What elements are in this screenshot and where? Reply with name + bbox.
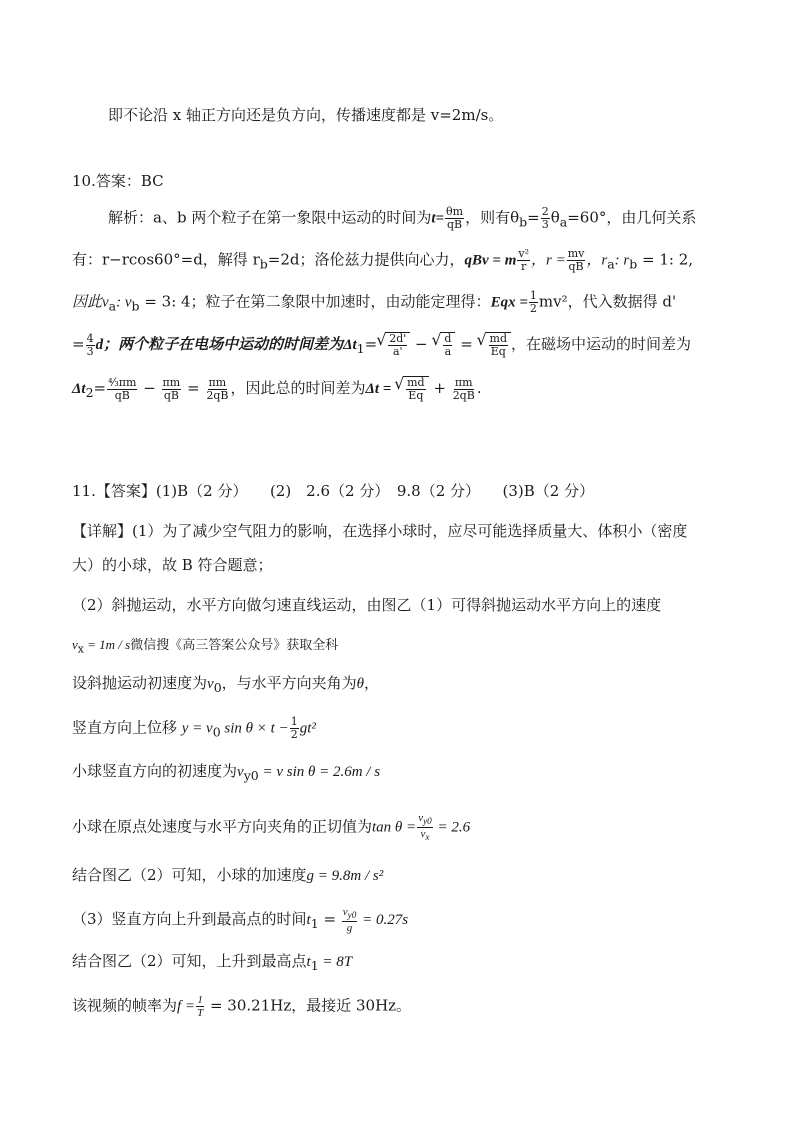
fraction — [445, 206, 464, 231]
sqrt — [403, 376, 428, 402]
denominator: 3 — [86, 344, 94, 358]
subscript: b — [629, 256, 638, 272]
fraction — [452, 377, 476, 402]
math: v — [237, 764, 244, 780]
text: 竖直方向上位移 — [72, 718, 182, 737]
math: : v — [116, 294, 132, 311]
math: t — [306, 954, 311, 970]
answer-11-heading: 11.【答案】(1)B（2 分） (2) 2.6（2 分） 9.8（2 分） (3)B（2 分） — [72, 482, 595, 500]
vertical-velocity-line — [72, 760, 800, 787]
denominator — [419, 828, 430, 843]
answer-10-heading: 10.答案：BC — [72, 172, 164, 190]
fraction — [417, 812, 433, 843]
numerator: πm — [454, 375, 473, 389]
math: Δt — [72, 381, 86, 397]
tangent-line — [72, 812, 800, 843]
text: v — [418, 812, 424, 824]
math: f = — [177, 998, 196, 1015]
math: gt² — [299, 720, 316, 737]
text: 结合图乙（2）可知，上升到最高点 — [72, 952, 307, 970]
denominator: 2 — [290, 728, 298, 741]
denominator: Eq — [408, 389, 424, 402]
text: = 3: 4；粒子在第二象限中加速时，由动能定理得： — [139, 292, 491, 311]
fraction — [406, 377, 425, 402]
sqrt — [385, 332, 410, 358]
text: = 1: 2, — [637, 250, 694, 269]
math: Eqx = — [490, 294, 528, 311]
subscript: y0 — [347, 910, 357, 921]
time-top-line — [72, 906, 800, 935]
text: − — [410, 335, 433, 353]
denominator: r — [521, 260, 527, 273]
numerator: πm — [162, 375, 181, 389]
detail-line-2: 大）的小球，故 B 符合题意； — [72, 556, 273, 574]
numerator — [342, 906, 358, 922]
text: =2d；洛伦兹力提供向心力， — [267, 250, 465, 269]
sqrt — [440, 332, 455, 358]
math: v — [72, 637, 78, 652]
denominator: a — [444, 345, 452, 358]
text: 有：r−rcos60°=d，解得 r — [72, 250, 260, 269]
numerator: θm — [446, 205, 464, 218]
vertical-displacement-line — [72, 716, 800, 744]
denominator: a' — [392, 345, 403, 358]
text: =60°，由几何关系 — [567, 208, 697, 227]
numerator: √ 2d' — [389, 332, 407, 345]
fraction — [529, 290, 538, 315]
math: θ — [356, 676, 365, 692]
math: v — [207, 676, 214, 692]
math: = 1m / s — [83, 637, 131, 652]
text: . — [476, 379, 482, 397]
detail-line-3: （2）斜抛运动，水平方向做匀速直线运动，由图乙（1）可得斜抛运动水平方向上的速度 — [72, 596, 662, 614]
math: g = 9.8m / s² — [306, 868, 384, 884]
fraction — [489, 333, 508, 358]
subscript: x — [77, 642, 84, 656]
math: t — [306, 912, 311, 929]
text: 设斜抛运动初速度为 — [72, 674, 208, 692]
math: t= — [431, 210, 445, 227]
denominator: qB — [163, 388, 179, 402]
subscript: 0 — [212, 724, 221, 740]
numerator: 4 — [86, 331, 94, 345]
analysis-line-1: 解析：a、b 两个粒子在第一象限中运动的时间为t= $\frac{\theta m}{qB}$ ，则有$\theta_b=$ $\frac{2}{3}$ $\theta_a=60^\circ$，由几何关系 — [108, 205, 697, 231]
text: θ — [550, 208, 560, 227]
text: v — [342, 906, 348, 918]
numerator: √ md — [407, 376, 425, 389]
math: 因此v — [72, 294, 109, 311]
text: = — [72, 335, 85, 353]
denominator: 3 — [541, 218, 549, 231]
text: 小球竖直方向的初速度为 — [72, 762, 238, 780]
watermark-text: 微信搜《高三答案公众号》获取全科 — [130, 638, 339, 653]
numerator: πm — [208, 375, 227, 389]
initial-velocity-line — [72, 672, 800, 699]
math: ，r = — [531, 252, 566, 269]
numerator: v² — [518, 247, 529, 260]
numerator: ⁴⁄₃πm — [108, 375, 137, 389]
subscript: 2 — [85, 385, 94, 400]
text: = 30.21Hz，最接近 30Hz。 — [205, 996, 412, 1015]
denominator: T — [197, 1007, 204, 1019]
subscript: b — [519, 214, 528, 230]
denominator: Eq — [490, 345, 506, 358]
fraction — [196, 994, 204, 1019]
fraction — [162, 377, 182, 402]
text: = — [455, 335, 478, 353]
math: = 0.27s — [358, 912, 409, 929]
fraction — [443, 333, 452, 358]
numerator — [417, 812, 433, 828]
frame-rate-line — [72, 994, 800, 1019]
math: = 2.6 — [433, 819, 471, 836]
text: + — [428, 379, 451, 397]
text: ，则有θ — [465, 208, 520, 227]
vx-line — [72, 634, 800, 661]
subscript: x — [425, 832, 430, 843]
fraction — [205, 377, 229, 402]
text: 解析：a、b 两个粒子在第一象限中运动的时间为 — [108, 208, 432, 227]
text: 结合图乙（2）可知，小球的加速度 — [72, 866, 307, 884]
numerator: 1 — [529, 289, 537, 302]
subscript: y0 — [243, 768, 259, 783]
analysis-line-5: $\Delta t_2=$ $\frac{\text{⁴⁄₃πm}}{qB}$ − $\frac{\pi m}{qB}$ = $\frac{\pi m}{2qB}$ ，因此总的时间差为Δt = √ $\frac{md}{Eq}$ + $\frac{\pi m}{2qB}$ . — [72, 376, 800, 404]
text: = — [318, 910, 341, 929]
fraction — [541, 206, 550, 231]
fraction — [86, 333, 95, 358]
line-wave-speed: 即不论沿 x 轴正方向还是负方向，传播速度都是 v=2m/s。 — [108, 106, 504, 124]
sqrt — [486, 332, 511, 358]
subscript: a — [559, 214, 568, 230]
numerator: √ md — [489, 332, 508, 345]
math: y = v — [181, 720, 213, 737]
fraction — [290, 716, 299, 741]
numerator: mv — [567, 247, 585, 260]
analysis-line-3 — [72, 290, 800, 318]
subscript: 1 — [310, 916, 319, 932]
acceleration-line — [72, 864, 800, 887]
numerator: 1 — [197, 994, 203, 1006]
math: Δt — [343, 337, 357, 353]
subscript: b — [259, 256, 268, 272]
text: ，与水平方向夹角为 — [221, 674, 357, 692]
analysis-line-4: = $\frac{4}{3}$ d；两个粒子在电场中运动的时间差为$\Delta t_1=$ √ $\frac{2d'}{a'}$ − √ $\frac{d}{a}$ = √ $\frac{md}{Eq}$ ，在磁场中运动的时间差为 — [72, 332, 800, 360]
math: Δt = — [365, 381, 396, 397]
numerator: √ d — [444, 332, 452, 345]
text: ，在磁场中运动的时间差为 — [511, 335, 692, 353]
denominator: 2qB — [206, 388, 229, 402]
detail-line-1: 【详解】(1）为了减少空气阻力的影响，在选择小球时，应尽可能选择质量大、体积小（密度 — [72, 522, 688, 540]
text: ，因此总的时间差为 — [230, 379, 366, 397]
subscript: 1 — [356, 341, 365, 356]
text: 小球在原点处速度与水平方向夹角的正切值为 — [72, 817, 373, 836]
subscript: y0 — [423, 816, 432, 827]
math: ，r — [586, 252, 608, 269]
denominator: qB — [447, 218, 463, 231]
text: mv²，代入数据得 d' — [538, 292, 677, 311]
math: = v sin θ = 2.6m / s — [258, 764, 381, 780]
fraction — [107, 377, 137, 402]
denominator: 2qB — [452, 388, 475, 402]
subscript: a — [607, 256, 615, 272]
subscript: 1 — [310, 958, 319, 973]
text: = — [182, 379, 205, 397]
fraction — [388, 333, 407, 358]
text: ， — [364, 674, 380, 692]
numerator: 2 — [541, 205, 549, 218]
denominator: qB — [568, 260, 584, 273]
denominator: 2 — [529, 302, 537, 315]
denominator: g — [346, 922, 353, 935]
top-point-line — [72, 950, 800, 977]
fraction — [342, 906, 358, 934]
subscript: b — [131, 298, 140, 314]
subscript: 0 — [213, 680, 222, 695]
numerator: 1 — [290, 715, 298, 728]
text: （3）竖直方向上升到最高点的时间 — [72, 910, 307, 929]
math: : r — [614, 252, 630, 269]
math: sin θ × t − — [220, 720, 289, 737]
text: − — [138, 379, 161, 397]
fraction — [567, 248, 586, 273]
math: tan θ = — [372, 819, 417, 836]
text: d；两个粒子在电场中运动的时间差为 — [95, 337, 344, 353]
denominator: qB — [114, 388, 130, 402]
subscript: a — [108, 298, 117, 314]
fraction — [517, 248, 530, 273]
math: qBv = m — [464, 252, 517, 269]
text: v — [420, 828, 426, 841]
analysis-line-2 — [72, 248, 800, 276]
text: 该视频的帧率为 — [72, 996, 178, 1015]
math: = 8T — [318, 954, 353, 970]
